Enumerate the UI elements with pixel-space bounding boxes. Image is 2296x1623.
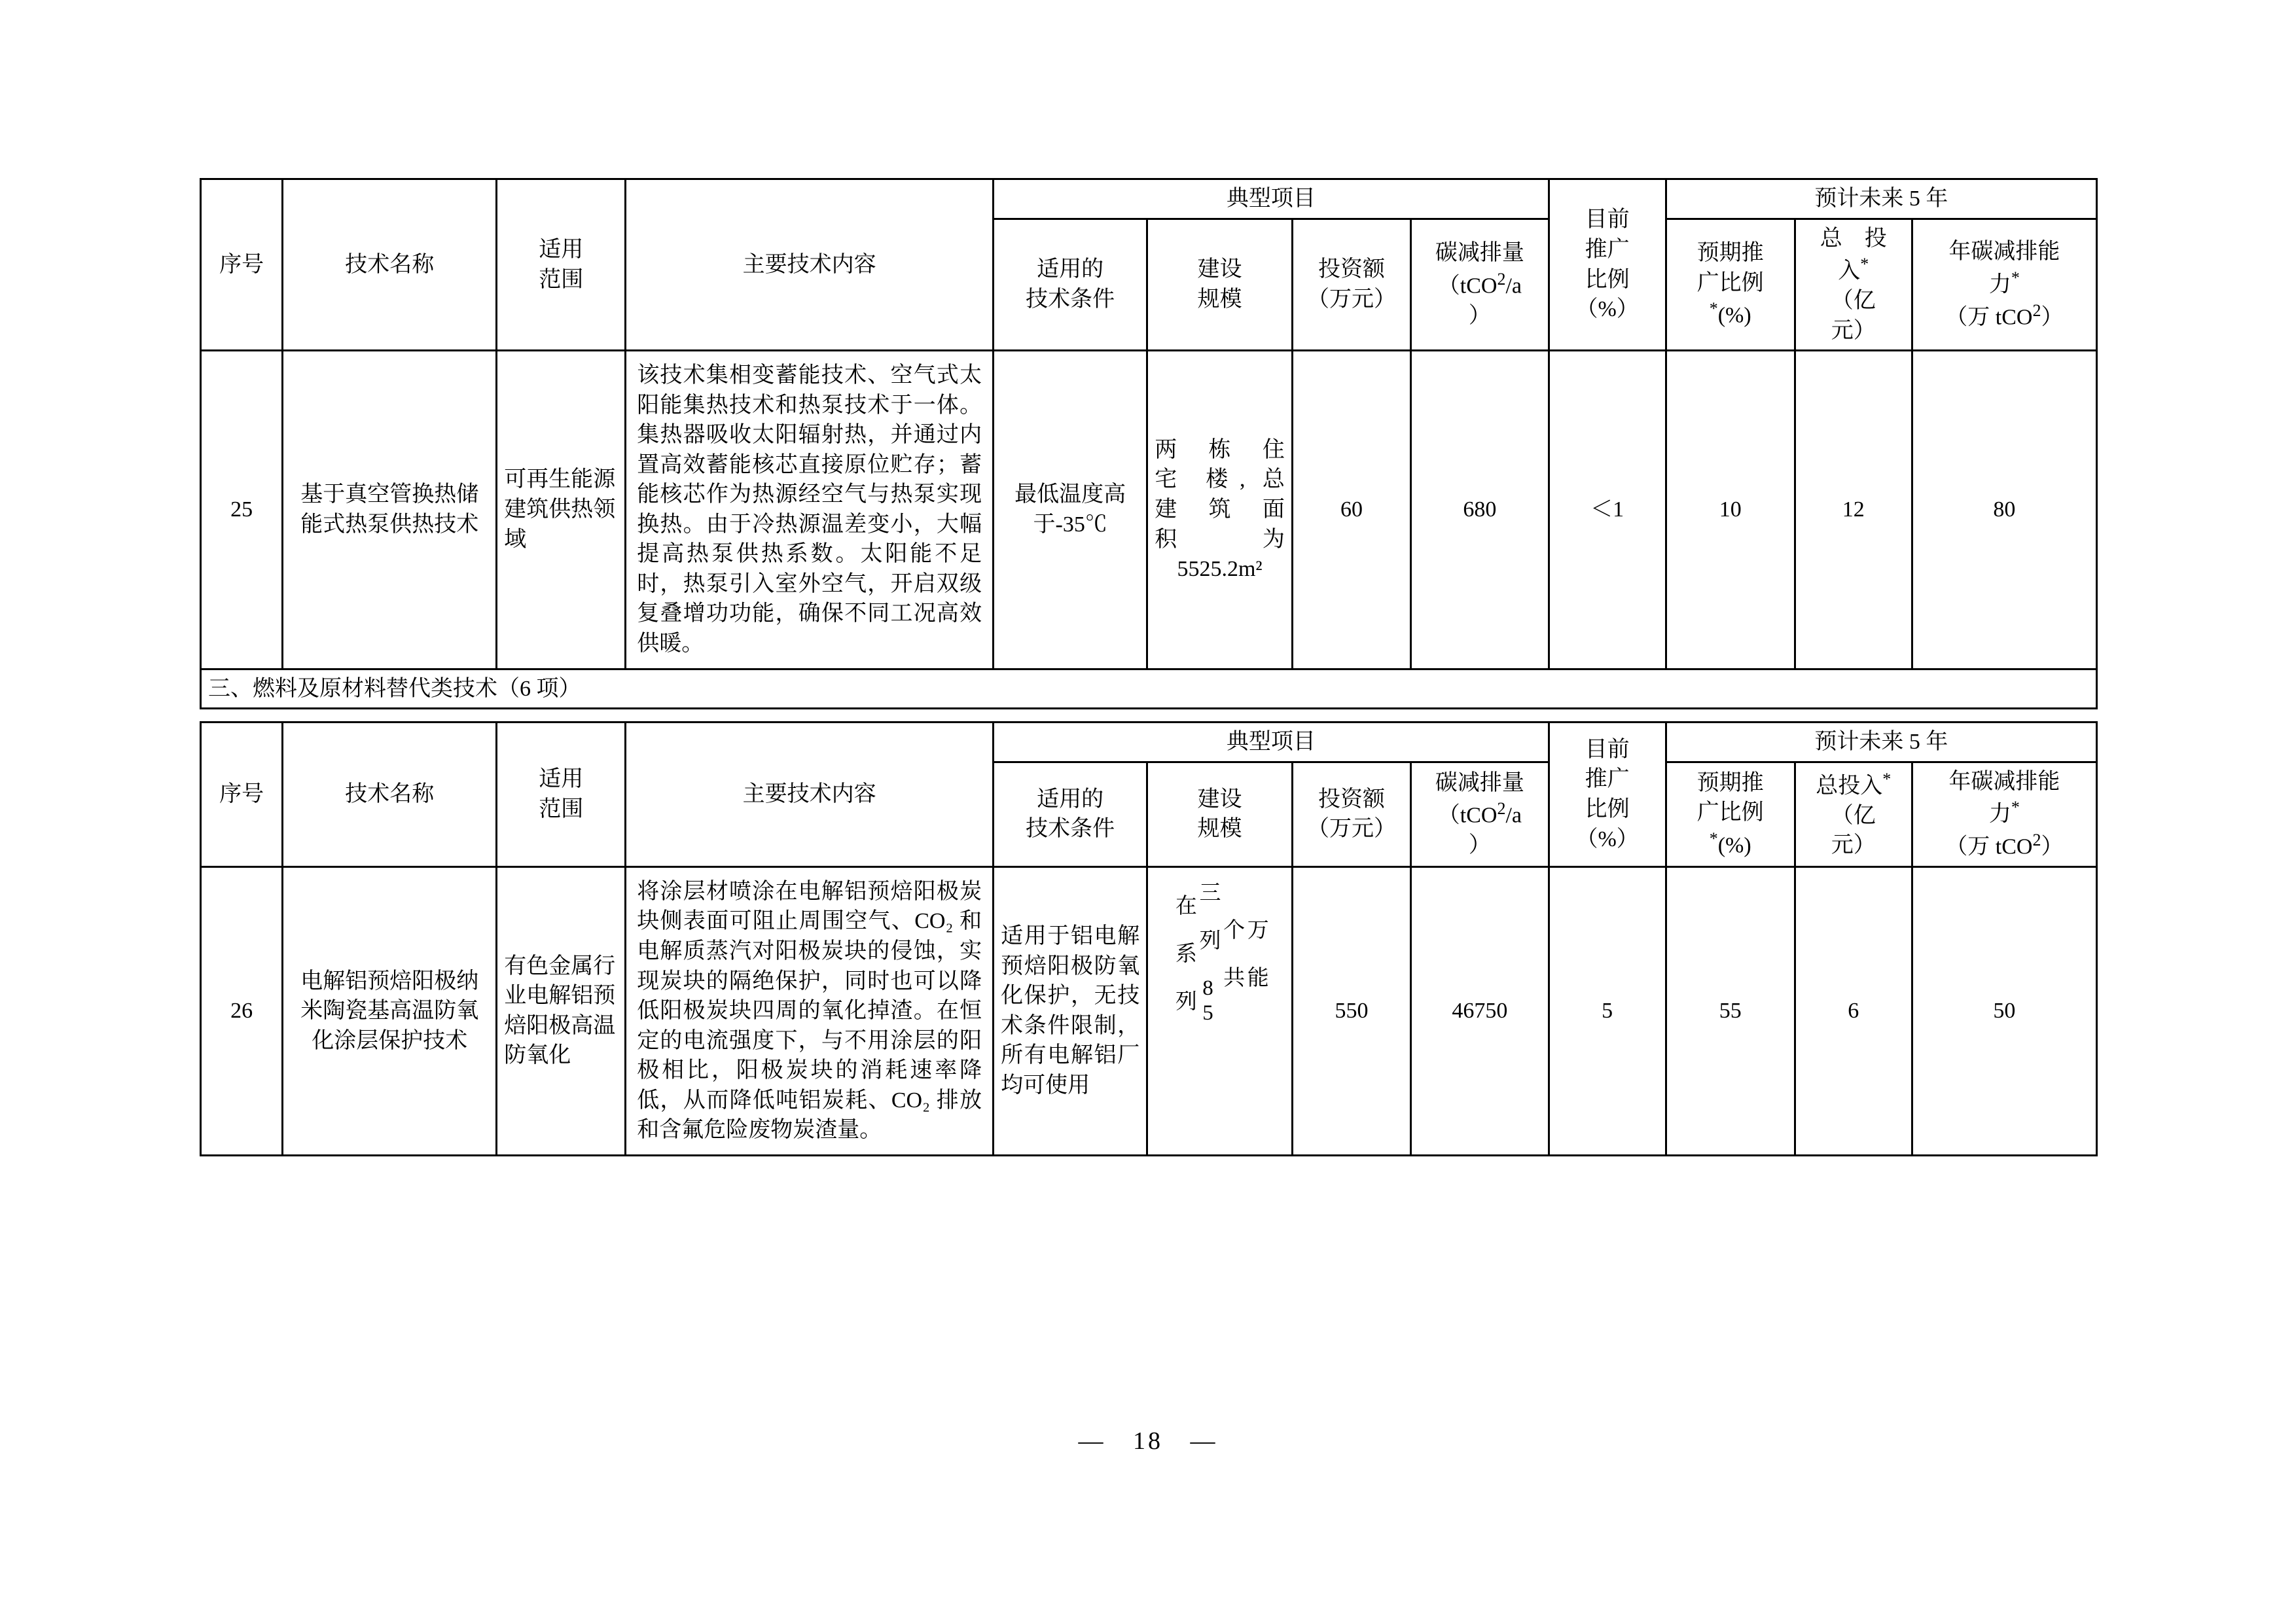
cell-scale-vertical-col1: 在 系 列 xyxy=(1172,894,1196,1013)
header-annual-capacity-l1: 年碳减排能 xyxy=(1948,240,2060,264)
cell-seq: 26 xyxy=(201,866,283,1155)
annual-capacity-sub: 2 xyxy=(2032,300,2041,320)
header-total-investment-l1: 总投入* xyxy=(1816,769,1892,798)
cell-current-promotion: 5 xyxy=(1549,866,1666,1155)
header-tech-conditions-l2: 技术条件 xyxy=(1026,287,1115,312)
cell-scale-vertical-col3: 个 共 xyxy=(1220,918,1244,989)
header-annual-capacity-l1: 年碳减排能 xyxy=(1948,769,2060,794)
header-investment-l1: 投资额 xyxy=(1318,787,1385,812)
cell-tech-conditions: 适用于铝电解预焙阳极防氧化保护，无技术条件限制，所有电解铝厂均可使用 xyxy=(994,866,1147,1155)
header-carbon-reduction-l1: 碳减排量 xyxy=(1435,241,1524,266)
cell-tech-name: 电解铝预焙阳极纳米陶瓷基高温防氧化涂层保护技术 xyxy=(283,866,497,1155)
cell-scope: 可再生能源建筑供热领域 xyxy=(497,351,626,669)
header-seq: 序号 xyxy=(201,722,283,867)
page-footer xyxy=(0,1427,2296,1455)
cell-current-promotion: ＜1 xyxy=(1549,351,1666,669)
header-scale-l1: 建设 xyxy=(1197,787,1242,812)
cell-scale-l1: 两 栋 住 xyxy=(1155,437,1285,462)
header-tech-conditions-l2: 技术条件 xyxy=(1026,817,1115,842)
header-expected-promotion-l2: 广比例 xyxy=(1696,800,1764,825)
header-expected-promotion-l2: 广比例 xyxy=(1696,270,1764,295)
header-current-promotion-l2: 推广 xyxy=(1585,237,1630,262)
header-expected-promotion xyxy=(1666,219,1795,351)
header-scope xyxy=(497,179,626,351)
cell-expected-promotion: 10 xyxy=(1666,351,1795,669)
cell-expected-promotion: 55 xyxy=(1666,866,1795,1155)
cell-scale-l5: 5525.2m² xyxy=(1177,557,1263,582)
header-tech-conditions xyxy=(994,219,1147,351)
section-heading-row xyxy=(201,669,2097,709)
star-mark: * xyxy=(1860,255,1869,274)
header-carbon-reduction-l2: （tCO$^2$/a xyxy=(1437,269,1522,298)
header-scope-line1: 适用 xyxy=(539,767,584,792)
header-investment-l1: 投资额 xyxy=(1318,257,1385,282)
header-total-investment-l3: 元） xyxy=(1831,833,1876,858)
header-current-promotion-l2: 推广 xyxy=(1585,767,1630,792)
carbon-sub: 2 xyxy=(1497,799,1506,819)
cell-annual-capacity: 50 xyxy=(1912,866,2096,1155)
header-carbon-reduction-l4: ） xyxy=(1468,833,1491,858)
cell-main-content: 将涂层材喷涂在电解铝预焙阳极炭块侧表面可阻止周围空气、CO₂ 和电解质蒸汽对阳极炭块的侵蚀，实现炭块的隔绝保护，同时也可以降低阳极炭块四周的氧化掉渣。在恒定的电流强度下，与不用涂层的阳极相比，阳极炭块的消耗速率降低，从而降低吨铝炭耗、CO₂ 排放和含氟危险废物炭渣量。 xyxy=(626,866,994,1155)
cell-scale-l4: 积 为 xyxy=(1155,527,1285,552)
table-row xyxy=(201,351,2097,669)
header-total-investment-l2: 入* xyxy=(1838,255,1869,283)
cell-scale-vertical-col4: 万 能 xyxy=(1244,918,1268,989)
header-tech-name: 技术名称 xyxy=(283,722,497,867)
header-carbon-reduction-l1: 碳减排量 xyxy=(1435,770,1524,795)
header-current-promotion-l1: 目前 xyxy=(1585,737,1630,762)
header-investment xyxy=(1292,762,1410,866)
header-annual-capacity-l3: （万 tCO$^2$） xyxy=(1945,830,2064,859)
header-scale xyxy=(1147,219,1293,351)
table-row xyxy=(201,866,2097,1155)
header-investment xyxy=(1292,219,1410,351)
table-sheet xyxy=(200,178,2098,1156)
header-investment-l2: （万元） xyxy=(1306,287,1396,312)
cell-main-content: 该技术集相变蓄能技术、空气式太阳能集热技术和热泵技术于一体。集热器吸收太阳辐射热，并通过内置高效蓄能核芯直接原位贮存；蓄能核芯作为热源经空气与热泵实现换热。由于冷热源温差变小，大幅提高热泵供热系数。太阳能不足时，热泵引入室外空气，开启双级复叠增功功能，确保不同工况高效供暖。 xyxy=(626,351,994,669)
header-tech-conditions xyxy=(994,762,1147,866)
header-seq: 序号 xyxy=(201,179,283,351)
header-tech-conditions-l1: 适用的 xyxy=(1037,787,1104,812)
header-current-promotion xyxy=(1549,179,1666,351)
header-expected-promotion-l1: 预期推 xyxy=(1696,241,1764,266)
tech-table-block-1 xyxy=(200,178,2098,709)
header-current-promotion-l4: （%） xyxy=(1575,297,1639,322)
cell-investment: 60 xyxy=(1292,351,1410,669)
header-expected-promotion-l3: *(%) xyxy=(1709,829,1751,858)
header-scale xyxy=(1147,762,1293,866)
table-header-row-group xyxy=(201,179,2097,219)
header-carbon-reduction-l4: ） xyxy=(1468,303,1491,328)
header-group-future-5y: 预计未来 5 年 xyxy=(1666,179,2096,219)
header-expected-promotion-l1: 预期推 xyxy=(1696,770,1764,795)
cell-scope: 有色金属行业电解铝预焙阳极高温防氧化 xyxy=(497,866,626,1155)
cell-scale-vertical-columns xyxy=(1155,881,1285,1026)
star-mark: * xyxy=(1882,769,1892,789)
cell-carbon-reduction: 46750 xyxy=(1411,866,1549,1155)
cell-scale-vertical-col2: 三 列 85 xyxy=(1196,880,1220,1026)
cell-annual-capacity: 80 xyxy=(1912,351,2096,669)
header-main-content: 主要技术内容 xyxy=(626,722,994,867)
cell-scale xyxy=(1147,351,1293,669)
annual-capacity-sub: 2 xyxy=(2032,830,2041,850)
cell-total-investment: 12 xyxy=(1795,351,1912,669)
cell-scale-l3: 建 筑 面 xyxy=(1155,497,1285,522)
cell-seq: 25 xyxy=(201,351,283,669)
cell-tech-name: 基于真空管换热储能式热泵供热技术 xyxy=(283,351,497,669)
header-scale-l2: 规模 xyxy=(1197,817,1242,842)
header-carbon-reduction-l2: （tCO$^2$/a xyxy=(1437,799,1522,828)
header-annual-capacity-l3: （万 tCO$^2$） xyxy=(1945,300,2064,329)
header-investment-l2: （万元） xyxy=(1306,817,1396,842)
carbon-sub: 2 xyxy=(1497,269,1506,289)
page-number: 18 xyxy=(1133,1427,1163,1455)
header-main-content: 主要技术内容 xyxy=(626,179,994,351)
section-heading: 三、燃料及原材料替代类技术（6 项） xyxy=(201,669,2097,709)
header-current-promotion-l1: 目前 xyxy=(1585,207,1630,232)
header-total-investment-l3: （亿 xyxy=(1831,288,1876,313)
header-expected-promotion-l3: *(%) xyxy=(1709,299,1751,328)
header-annual-capacity xyxy=(1912,219,2096,351)
header-annual-capacity-l2: 力* xyxy=(1988,798,2020,827)
cell-scale-l2: 宅 楼, 总 xyxy=(1155,467,1285,492)
star-mark: * xyxy=(1709,829,1718,848)
header-current-promotion-l3: 比例 xyxy=(1585,267,1630,292)
cell-tech-conditions: 最低温度高于-35℃ xyxy=(994,351,1147,669)
header-scale-l2: 规模 xyxy=(1197,287,1242,312)
cell-total-investment: 6 xyxy=(1795,866,1912,1155)
header-total-investment-l2: （亿 xyxy=(1831,803,1876,828)
header-group-future-5y: 预计未来 5 年 xyxy=(1666,722,2096,762)
header-total-investment xyxy=(1795,219,1912,351)
star-mark: * xyxy=(2011,798,2020,817)
footer-dash-right: — xyxy=(1190,1427,1218,1455)
footer-dash-left: — xyxy=(1078,1427,1106,1455)
header-annual-capacity xyxy=(1912,762,2096,866)
header-scope xyxy=(497,722,626,867)
tech-table-block-2 xyxy=(200,721,2098,1156)
header-current-promotion-l3: 比例 xyxy=(1585,797,1630,821)
header-scope-line2: 范围 xyxy=(539,267,584,292)
cell-scale-vertical xyxy=(1147,866,1293,1155)
header-total-investment xyxy=(1795,762,1912,866)
header-total-investment-l1: 总 投 xyxy=(1820,226,1887,251)
header-current-promotion-l4: （%） xyxy=(1575,827,1639,851)
header-current-promotion xyxy=(1549,722,1666,867)
header-group-typical-project: 典型项目 xyxy=(994,179,1549,219)
star-mark: * xyxy=(2011,268,2020,287)
header-scope-line1: 适用 xyxy=(539,237,584,262)
header-annual-capacity-l2: 力* xyxy=(1988,268,2020,297)
cell-carbon-reduction: 680 xyxy=(1411,351,1549,669)
star-mark: * xyxy=(1709,299,1718,319)
header-group-typical-project: 典型项目 xyxy=(994,722,1549,762)
header-tech-name: 技术名称 xyxy=(283,179,497,351)
table-header-row-group xyxy=(201,722,2097,762)
header-tech-conditions-l1: 适用的 xyxy=(1037,257,1104,282)
header-scale-l1: 建设 xyxy=(1197,257,1242,282)
cell-investment: 550 xyxy=(1292,866,1410,1155)
header-scope-line2: 范围 xyxy=(539,797,584,821)
header-expected-promotion xyxy=(1666,762,1795,866)
header-carbon-reduction xyxy=(1411,219,1549,351)
header-carbon-reduction xyxy=(1411,762,1549,866)
header-total-investment-l4: 元） xyxy=(1831,318,1876,343)
